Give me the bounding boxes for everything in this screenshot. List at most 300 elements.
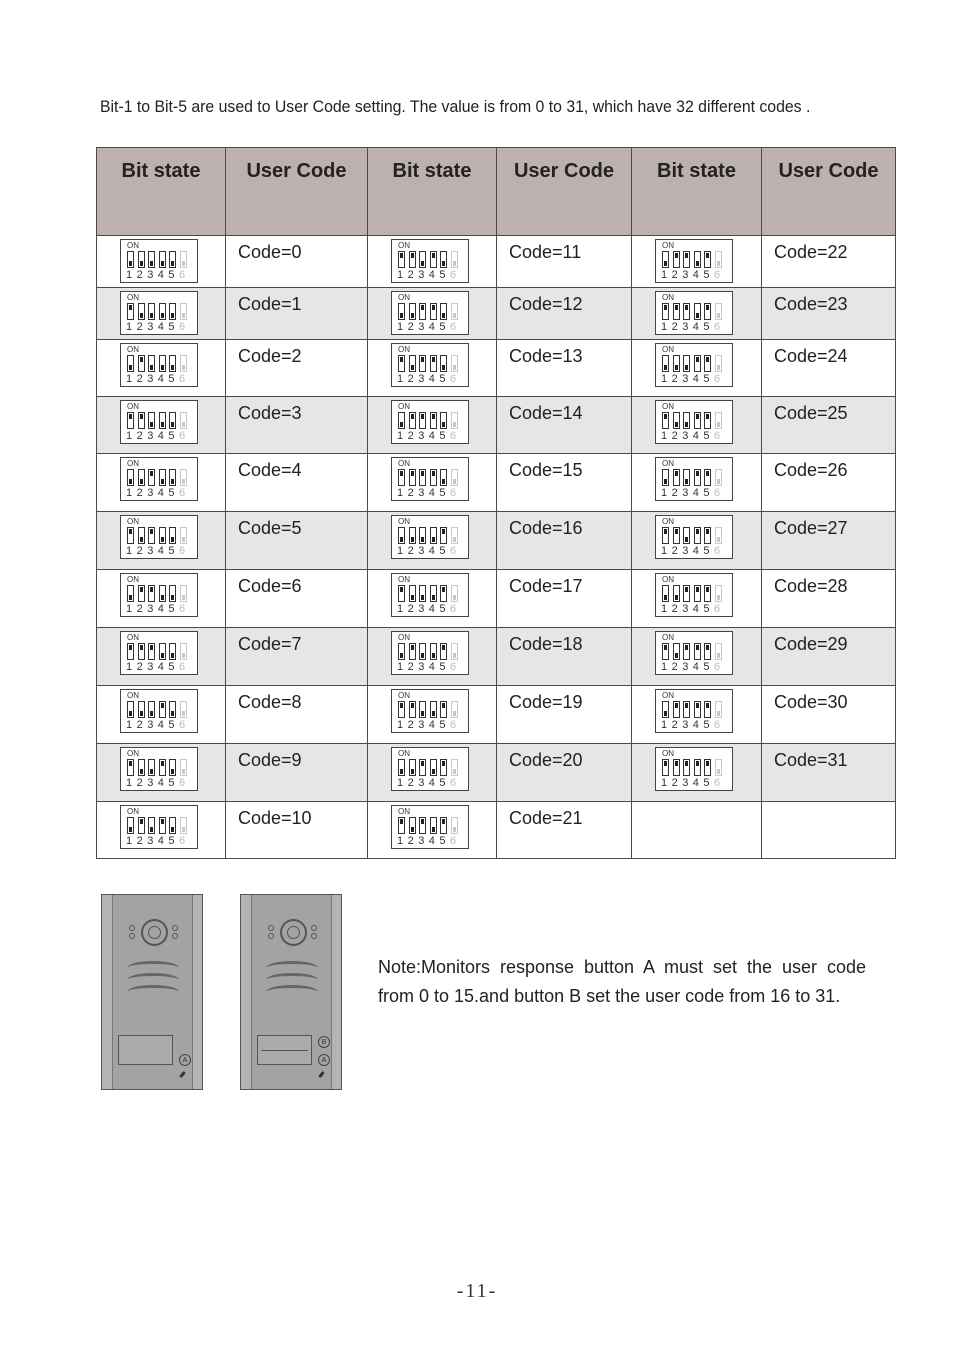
dip-switch-lever-3 — [148, 759, 155, 776]
dip-switch-number: 4 — [692, 487, 699, 499]
dip-switch-knob — [696, 529, 699, 534]
dip-switch-number: 5 — [168, 545, 175, 557]
dip-switch-lever-2 — [409, 643, 416, 660]
dip-switch-knob — [685, 587, 688, 592]
dip-switch-number: 3 — [682, 719, 689, 731]
dip-switch-numbers — [397, 269, 461, 281]
dip-switch-knob — [171, 711, 174, 716]
dip-switch-number: 1 — [661, 545, 668, 557]
dip-switch-icon — [655, 239, 733, 283]
dip-switch-number: 4 — [428, 269, 435, 281]
dip-switch-number: 2 — [671, 269, 678, 281]
dip-switch-on-label: ON — [662, 345, 674, 354]
dip-switch-lever-3 — [419, 251, 426, 268]
dip-switch-knob — [400, 422, 403, 427]
dip-switch-knob — [161, 479, 164, 484]
dip-switch-on-label: ON — [127, 633, 139, 642]
dip-switch-lever-2 — [409, 469, 416, 486]
dip-switch-number: 4 — [157, 661, 164, 673]
dip-switch-number: 1 — [126, 603, 133, 615]
dip-switch-lever-2 — [673, 527, 680, 544]
dip-switch-lever-3 — [148, 643, 155, 660]
dip-switch-on-label: ON — [127, 459, 139, 468]
dip-switch-icon — [120, 689, 198, 733]
call-button-a[interactable]: A — [318, 1054, 330, 1066]
dip-switch-knob — [442, 422, 445, 427]
dip-switch-lever-6 — [180, 643, 187, 660]
dip-switch-knob — [129, 711, 132, 716]
speaker-grill-icon — [127, 985, 179, 999]
dip-switch-number: 2 — [136, 321, 143, 333]
user-code-value: Code=20 — [509, 750, 583, 770]
dip-switch-number: 6 — [178, 430, 186, 442]
dip-switch-number: 6 — [449, 777, 457, 789]
user-code-value: Code=7 — [238, 634, 302, 654]
table-row — [97, 454, 896, 512]
ir-led-icon — [129, 925, 135, 931]
dip-switch-numbers — [661, 777, 725, 789]
dip-switch-knob — [717, 365, 720, 370]
dip-switch-lever-2 — [138, 701, 145, 718]
dip-switch-knob — [129, 529, 132, 534]
dip-switch-knob — [421, 761, 424, 766]
dip-switch-knob — [675, 305, 678, 310]
dip-switch-number: 3 — [147, 545, 154, 557]
dip-switch-knob — [150, 261, 153, 266]
dip-switch-knob — [675, 365, 678, 370]
dip-switch-number: 5 — [168, 430, 175, 442]
dip-switch-icon — [655, 457, 733, 501]
dip-switch-knob — [432, 827, 435, 832]
dip-switch-number: 6 — [178, 603, 186, 615]
dip-switch-on-label: ON — [398, 345, 410, 354]
dip-switch-lever-5 — [704, 527, 711, 544]
dip-switch-lever-6 — [180, 251, 187, 268]
ir-led-icon — [311, 925, 317, 931]
dip-switch-number: 4 — [428, 430, 435, 442]
user-code-value: Code=23 — [774, 294, 848, 314]
dip-switch-number: 5 — [703, 269, 710, 281]
dip-switch-knob — [129, 414, 132, 419]
dip-switch-number: 4 — [428, 545, 435, 557]
dip-switch-knob — [432, 414, 435, 419]
dip-switch-number: 5 — [703, 661, 710, 673]
dip-switch-lever-2 — [138, 469, 145, 486]
dip-switch-lever-6 — [715, 355, 722, 372]
dip-switch-lever-4 — [430, 701, 437, 718]
dip-switch-knob — [161, 703, 164, 708]
dip-switch-numbers — [397, 719, 461, 731]
dip-switch-knob — [161, 422, 164, 427]
dip-switch-number: 6 — [449, 487, 457, 499]
dip-switch-lever-3 — [148, 251, 155, 268]
user-code-cell — [762, 802, 896, 859]
user-code-value: Code=5 — [238, 518, 302, 538]
dip-switch-on-label: ON — [127, 749, 139, 758]
dip-switch-knob — [696, 703, 699, 708]
dip-switch-slots — [662, 251, 726, 268]
dip-switch-on-label: ON — [398, 575, 410, 584]
user-code-cell — [497, 340, 632, 397]
dip-switch-knob — [182, 769, 185, 774]
dip-switch-knob — [432, 305, 435, 310]
dip-switch-number: 5 — [168, 321, 175, 333]
dip-switch-lever-1 — [398, 527, 405, 544]
bit-state-cell — [632, 236, 762, 288]
dip-switch-number: 2 — [671, 777, 678, 789]
dip-switch-lever-6 — [451, 355, 458, 372]
dip-switch-knob — [432, 537, 435, 542]
dip-switch-numbers — [126, 321, 190, 333]
dip-switch-number: 2 — [671, 430, 678, 442]
key-hole-icon — [179, 1071, 186, 1078]
dip-switch-number: 3 — [147, 777, 154, 789]
dip-switch-number: 1 — [126, 269, 133, 281]
dip-switch-number: 3 — [418, 777, 425, 789]
dip-switch-lever-3 — [148, 355, 155, 372]
user-code-value: Code=19 — [509, 692, 583, 712]
user-code-cell — [226, 397, 368, 454]
dip-switch-lever-6 — [180, 303, 187, 320]
dip-switch-lever-4 — [159, 759, 166, 776]
dip-switch-lever-2 — [409, 701, 416, 718]
dip-switch-knob — [129, 595, 132, 600]
dip-switch-lever-2 — [409, 585, 416, 602]
dip-switch-lever-1 — [662, 469, 669, 486]
dip-switch-icon — [655, 343, 733, 387]
user-code-cell — [497, 686, 632, 744]
header-bit-state: Bit state — [368, 148, 497, 236]
dip-switch-lever-2 — [138, 303, 145, 320]
user-code-value: Code=10 — [238, 808, 312, 828]
table-row — [97, 340, 896, 397]
dip-switch-lever-4 — [430, 251, 437, 268]
dip-switch-number: 1 — [126, 545, 133, 557]
dip-switch-slots — [662, 759, 726, 776]
dip-switch-number: 5 — [703, 719, 710, 731]
dip-switch-lever-3 — [419, 355, 426, 372]
dip-switch-number: 5 — [168, 835, 175, 847]
dip-switch-lever-6 — [715, 527, 722, 544]
dip-switch-lever-1 — [127, 585, 134, 602]
dip-switch-number: 6 — [713, 719, 721, 731]
dip-switch-number: 2 — [407, 321, 414, 333]
dip-switch-number: 3 — [147, 719, 154, 731]
dip-switch-knob — [706, 761, 709, 766]
dip-switch-lever-3 — [683, 527, 690, 544]
dip-switch-icon — [391, 515, 469, 559]
user-code-cell — [497, 288, 632, 340]
user-code-cell — [497, 236, 632, 288]
dip-switch-lever-1 — [662, 412, 669, 429]
dip-switch-number: 1 — [126, 373, 133, 385]
dip-switch-knob — [411, 365, 414, 370]
dip-switch-icon — [120, 343, 198, 387]
dip-switch-lever-4 — [430, 817, 437, 834]
dip-switch-lever-2 — [409, 355, 416, 372]
dip-switch-number: 4 — [157, 321, 164, 333]
dip-switch-knob — [161, 537, 164, 542]
dip-switch-number: 3 — [682, 603, 689, 615]
dip-switch-knob — [129, 479, 132, 484]
dip-switch-slots — [662, 355, 726, 372]
dip-switch-numbers — [661, 430, 725, 442]
dip-switch-number: 6 — [713, 430, 721, 442]
dip-switch-lever-5 — [440, 251, 447, 268]
dip-switch-icon — [120, 805, 198, 849]
dip-switch-lever-2 — [409, 759, 416, 776]
dip-switch-number: 3 — [418, 321, 425, 333]
dip-switch-lever-2 — [409, 817, 416, 834]
dip-switch-lever-3 — [148, 469, 155, 486]
dip-switch-number: 1 — [661, 430, 668, 442]
dip-switch-lever-2 — [138, 412, 145, 429]
dip-switch-lever-5 — [704, 759, 711, 776]
ir-led-icon — [268, 933, 274, 939]
dip-switch-number: 1 — [661, 487, 668, 499]
dip-switch-knob — [150, 422, 153, 427]
dip-switch-number: 4 — [692, 269, 699, 281]
dip-switch-knob — [140, 261, 143, 266]
dip-switch-number: 3 — [147, 321, 154, 333]
dip-switch-knob — [432, 357, 435, 362]
dip-switch-knob — [706, 703, 709, 708]
dip-switch-on-label: ON — [398, 691, 410, 700]
dip-switch-number: 3 — [147, 603, 154, 615]
dip-switch-lever-4 — [159, 527, 166, 544]
dip-switch-lever-6 — [180, 527, 187, 544]
dip-switch-slots — [127, 355, 191, 372]
dip-switch-lever-4 — [694, 759, 701, 776]
dip-switch-lever-5 — [704, 469, 711, 486]
dip-switch-knob — [717, 595, 720, 600]
dip-switch-lever-5 — [440, 817, 447, 834]
user-code-cell — [226, 454, 368, 512]
dip-switch-lever-2 — [673, 303, 680, 320]
dip-switch-lever-3 — [419, 759, 426, 776]
dip-switch-number: 4 — [428, 373, 435, 385]
dip-switch-number: 6 — [449, 719, 457, 731]
dip-switch-lever-6 — [451, 643, 458, 660]
dip-switch-knob — [140, 479, 143, 484]
dip-switch-lever-1 — [398, 759, 405, 776]
user-code-table — [96, 147, 896, 859]
table-row — [97, 570, 896, 628]
dip-switch-number: 1 — [661, 661, 668, 673]
dip-switch-lever-1 — [398, 303, 405, 320]
dip-switch-knob — [664, 645, 667, 650]
dip-switch-number: 4 — [692, 430, 699, 442]
dip-switch-knob — [453, 261, 456, 266]
dip-switch-on-label: ON — [662, 575, 674, 584]
dip-switch-lever-4 — [694, 303, 701, 320]
dip-switch-knob — [442, 313, 445, 318]
dip-switch-lever-3 — [683, 701, 690, 718]
dip-switch-number: 6 — [713, 373, 721, 385]
dip-switch-lever-5 — [440, 643, 447, 660]
dip-switch-lever-5 — [440, 527, 447, 544]
dip-switch-knob — [129, 645, 132, 650]
dip-switch-number: 6 — [449, 321, 457, 333]
dip-switch-lever-2 — [409, 527, 416, 544]
table-header-row — [97, 148, 896, 236]
user-code-cell — [497, 397, 632, 454]
dip-switch-knob — [182, 537, 185, 542]
dip-switch-knob — [664, 529, 667, 534]
dip-switch-knob — [421, 595, 424, 600]
dip-switch-knob — [140, 645, 143, 650]
dip-switch-knob — [400, 587, 403, 592]
dip-switch-number: 1 — [661, 719, 668, 731]
dip-switch-number: 6 — [178, 835, 186, 847]
dip-switch-number: 1 — [126, 835, 133, 847]
dip-switch-knob — [675, 471, 678, 476]
bit-state-cell — [632, 340, 762, 397]
dip-switch-number: 2 — [671, 603, 678, 615]
dip-switch-number: 1 — [397, 545, 404, 557]
dip-switch-lever-2 — [138, 643, 145, 660]
dip-switch-lever-1 — [398, 701, 405, 718]
dip-switch-slots — [662, 412, 726, 429]
dip-switch-on-label: ON — [662, 402, 674, 411]
dip-switch-knob — [129, 261, 132, 266]
dip-switch-knob — [140, 819, 143, 824]
dip-switch-knob — [182, 653, 185, 658]
bit-state-cell — [632, 512, 762, 570]
dip-switch-knob — [421, 357, 424, 362]
bit-state-cell — [97, 802, 226, 859]
dip-switch-number: 3 — [418, 269, 425, 281]
call-button-a[interactable]: A — [179, 1054, 191, 1066]
dip-switch-number: 3 — [682, 373, 689, 385]
dip-switch-knob — [706, 587, 709, 592]
bit-state-cell — [368, 570, 497, 628]
dip-switch-knob — [171, 422, 174, 427]
dip-switch-lever-2 — [673, 469, 680, 486]
user-code-value: Code=18 — [509, 634, 583, 654]
dip-switch-lever-6 — [451, 817, 458, 834]
dip-switch-knob — [150, 587, 153, 592]
dip-switch-number: 2 — [136, 777, 143, 789]
dip-switch-knob — [129, 365, 132, 370]
dip-switch-knob — [400, 653, 403, 658]
dip-switch-knob — [161, 595, 164, 600]
dip-switch-slots — [127, 643, 191, 660]
dip-switch-number: 4 — [692, 373, 699, 385]
dip-switch-lever-4 — [430, 527, 437, 544]
dip-switch-icon — [120, 239, 198, 283]
dip-switch-lever-5 — [169, 469, 176, 486]
dip-switch-knob — [171, 479, 174, 484]
dip-switch-lever-4 — [430, 643, 437, 660]
dip-switch-number: 3 — [682, 321, 689, 333]
dip-switch-lever-1 — [398, 643, 405, 660]
dip-switch-number: 6 — [449, 835, 457, 847]
dip-switch-lever-5 — [169, 759, 176, 776]
dip-switch-lever-3 — [683, 469, 690, 486]
dip-switch-number: 5 — [439, 661, 446, 673]
dip-switch-lever-2 — [138, 817, 145, 834]
dip-switch-lever-4 — [159, 412, 166, 429]
dip-switch-lever-1 — [398, 412, 405, 429]
dip-switch-knob — [150, 769, 153, 774]
user-code-cell — [497, 628, 632, 686]
user-code-value: Code=14 — [509, 403, 583, 423]
dip-switch-lever-5 — [169, 303, 176, 320]
table-row — [97, 397, 896, 454]
user-code-cell — [762, 340, 896, 397]
dip-switch-knob — [696, 587, 699, 592]
dip-switch-lever-3 — [148, 585, 155, 602]
dip-switch-knob — [432, 711, 435, 716]
dip-switch-knob — [171, 769, 174, 774]
dip-switch-number: 1 — [126, 487, 133, 499]
dip-switch-knob — [717, 422, 720, 427]
dip-switch-number: 4 — [692, 321, 699, 333]
dip-switch-knob — [675, 529, 678, 534]
dip-switch-numbers — [126, 603, 190, 615]
dip-switch-lever-6 — [180, 759, 187, 776]
speaker-grill-icon — [266, 985, 318, 999]
dip-switch-knob — [442, 645, 445, 650]
dip-switch-numbers — [397, 321, 461, 333]
table-row — [97, 236, 896, 288]
call-button-b[interactable]: B — [318, 1036, 330, 1048]
dip-switch-icon — [391, 400, 469, 444]
dip-switch-knob — [696, 357, 699, 362]
dip-switch-numbers — [661, 487, 725, 499]
dip-switch-number: 3 — [147, 430, 154, 442]
dip-switch-lever-1 — [662, 759, 669, 776]
header-user-code: User Code — [226, 148, 368, 236]
dip-switch-lever-6 — [180, 469, 187, 486]
dip-switch-knob — [432, 471, 435, 476]
user-code-value: Code=27 — [774, 518, 848, 538]
bit-state-cell — [97, 454, 226, 512]
dip-switch-slots — [662, 585, 726, 602]
dip-switch-lever-3 — [419, 643, 426, 660]
dip-switch-icon — [120, 400, 198, 444]
dip-switch-number: 4 — [692, 545, 699, 557]
dip-switch-icon — [655, 689, 733, 733]
bit-state-cell — [368, 628, 497, 686]
dip-switch-number: 1 — [126, 661, 133, 673]
dip-switch-knob — [182, 479, 185, 484]
dip-switch-icon — [655, 400, 733, 444]
dip-switch-lever-6 — [715, 585, 722, 602]
dip-switch-knob — [140, 313, 143, 318]
bit-state-cell — [368, 512, 497, 570]
dip-switch-lever-2 — [409, 412, 416, 429]
bit-state-cell — [632, 686, 762, 744]
dip-switch-number: 2 — [407, 719, 414, 731]
dip-switch-number: 6 — [449, 269, 457, 281]
dip-switch-lever-1 — [127, 303, 134, 320]
user-code-value: Code=1 — [238, 294, 302, 314]
dip-switch-knob — [453, 711, 456, 716]
dip-switch-lever-5 — [440, 469, 447, 486]
dip-switch-lever-5 — [169, 817, 176, 834]
user-code-value: Code=24 — [774, 346, 848, 366]
user-code-cell — [226, 340, 368, 397]
dip-switch-number: 4 — [157, 835, 164, 847]
dip-switch-on-label: ON — [398, 241, 410, 250]
dip-switch-slots — [662, 643, 726, 660]
user-code-value: Code=6 — [238, 576, 302, 596]
dip-switch-lever-3 — [419, 701, 426, 718]
bit-state-cell — [368, 802, 497, 859]
bit-state-cell — [632, 397, 762, 454]
